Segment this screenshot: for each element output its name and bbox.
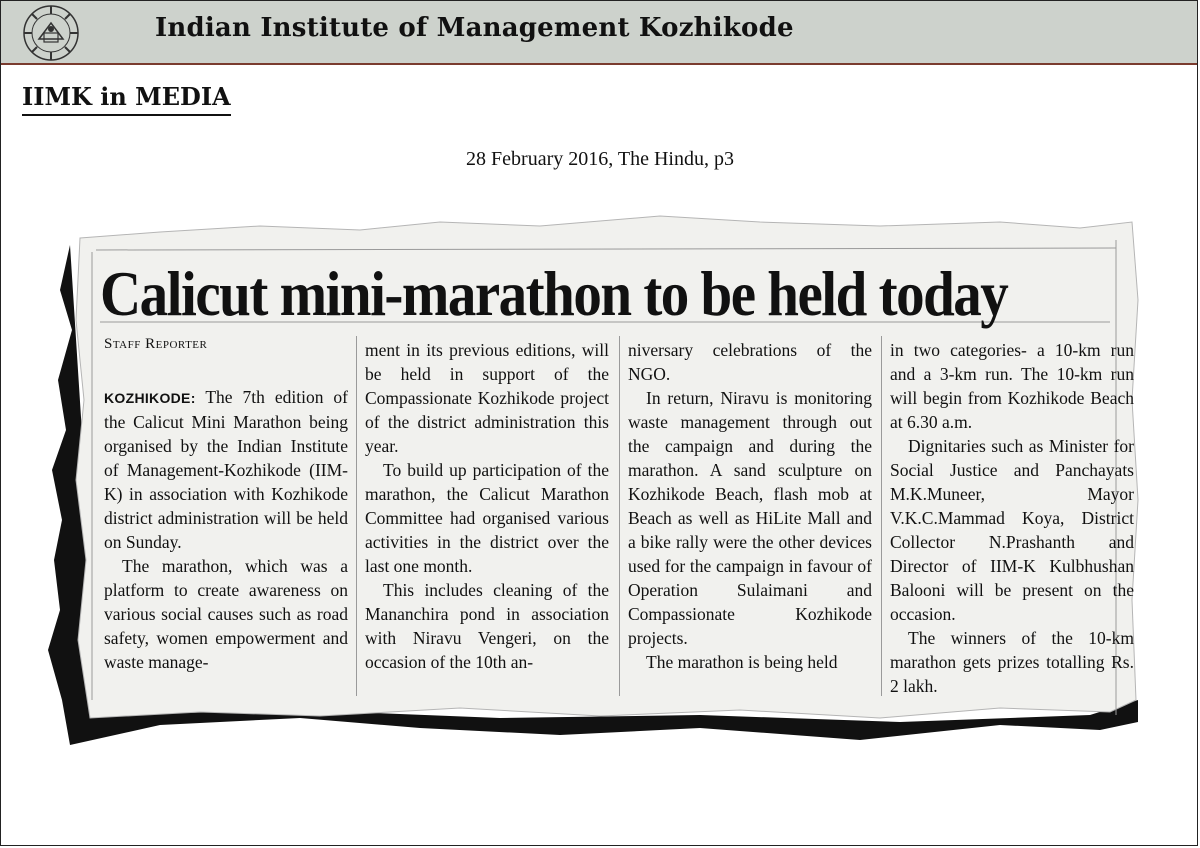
paragraph: ment in its previous editions, will be held in support of the Compassionate Kozhikode project of the district administration this year. xyxy=(365,340,609,456)
column-rule xyxy=(619,336,620,696)
paragraph: Dignitaries such as Minister for Social Justice and Panchayats M.K.Muneer, Mayor V.K.C.Mammad Koya, District Collector N.Prashanth and Director of IIM-K Kulbhushan Balooni will be present on the occasion. xyxy=(890,436,1134,624)
article-byline: Staff Reporter xyxy=(104,336,208,352)
paragraph: niversary celebrations of the NGO. xyxy=(628,340,872,384)
article-column-1 xyxy=(104,385,348,674)
paragraph: The winners of the 10-km marathon gets prizes totalling Rs. 2 lakh. xyxy=(890,628,1134,696)
article-column-3 xyxy=(628,338,872,674)
column-rule xyxy=(881,336,882,696)
institute-title: Indian Institute of Management Kozhikode xyxy=(155,13,794,43)
column-rule xyxy=(356,336,357,696)
paragraph: The marathon, which was a platform to create awareness on various social causes such as road safety, women empowerment and waste manage- xyxy=(104,556,348,672)
article-headline: Calicut mini-marathon to be held today xyxy=(100,259,1008,330)
paragraph: To build up participation of the marathon, the Calicut Marathon Committee had organised various activities in the district over the last one month. xyxy=(365,460,609,576)
section-title: IIMK in MEDIA xyxy=(22,82,231,116)
paragraph xyxy=(104,385,348,554)
paragraph: The marathon is being held xyxy=(646,652,838,672)
dateline: KOZHIKODE: xyxy=(104,390,196,406)
paragraph: In return, Niravu is monitoring waste management through out the campaign and during the marathon. A sand sculpture on Kozhikode Beach, flash mob at Beach as well as HiLite Mall and a bike rally were the other devices used for the campaign in favour of Operation Sulaimani and Compassionate Kozhikode projects. xyxy=(628,388,872,648)
paragraph-text: The 7th edition of the Calicut Mini Marathon being organised by the Indian Institute of Management-Kozhikode (IIM-K) in association with Kozhikode district administration will be held on Sunday. xyxy=(104,387,348,552)
article-column-4 xyxy=(890,338,1134,698)
paragraph: in two categories- a 10-km run and a 3-km run. The 10-km run will begin from Kozhikode Beach at 6.30 a.m. xyxy=(890,340,1134,432)
source-citation: 28 February 2016, The Hindu, p3 xyxy=(466,148,734,170)
article-column-2 xyxy=(365,338,609,674)
paragraph: This includes cleaning of the Mananchira pond in association with Niravu Vengeri, on the occasion of the 10th an- xyxy=(365,580,609,672)
